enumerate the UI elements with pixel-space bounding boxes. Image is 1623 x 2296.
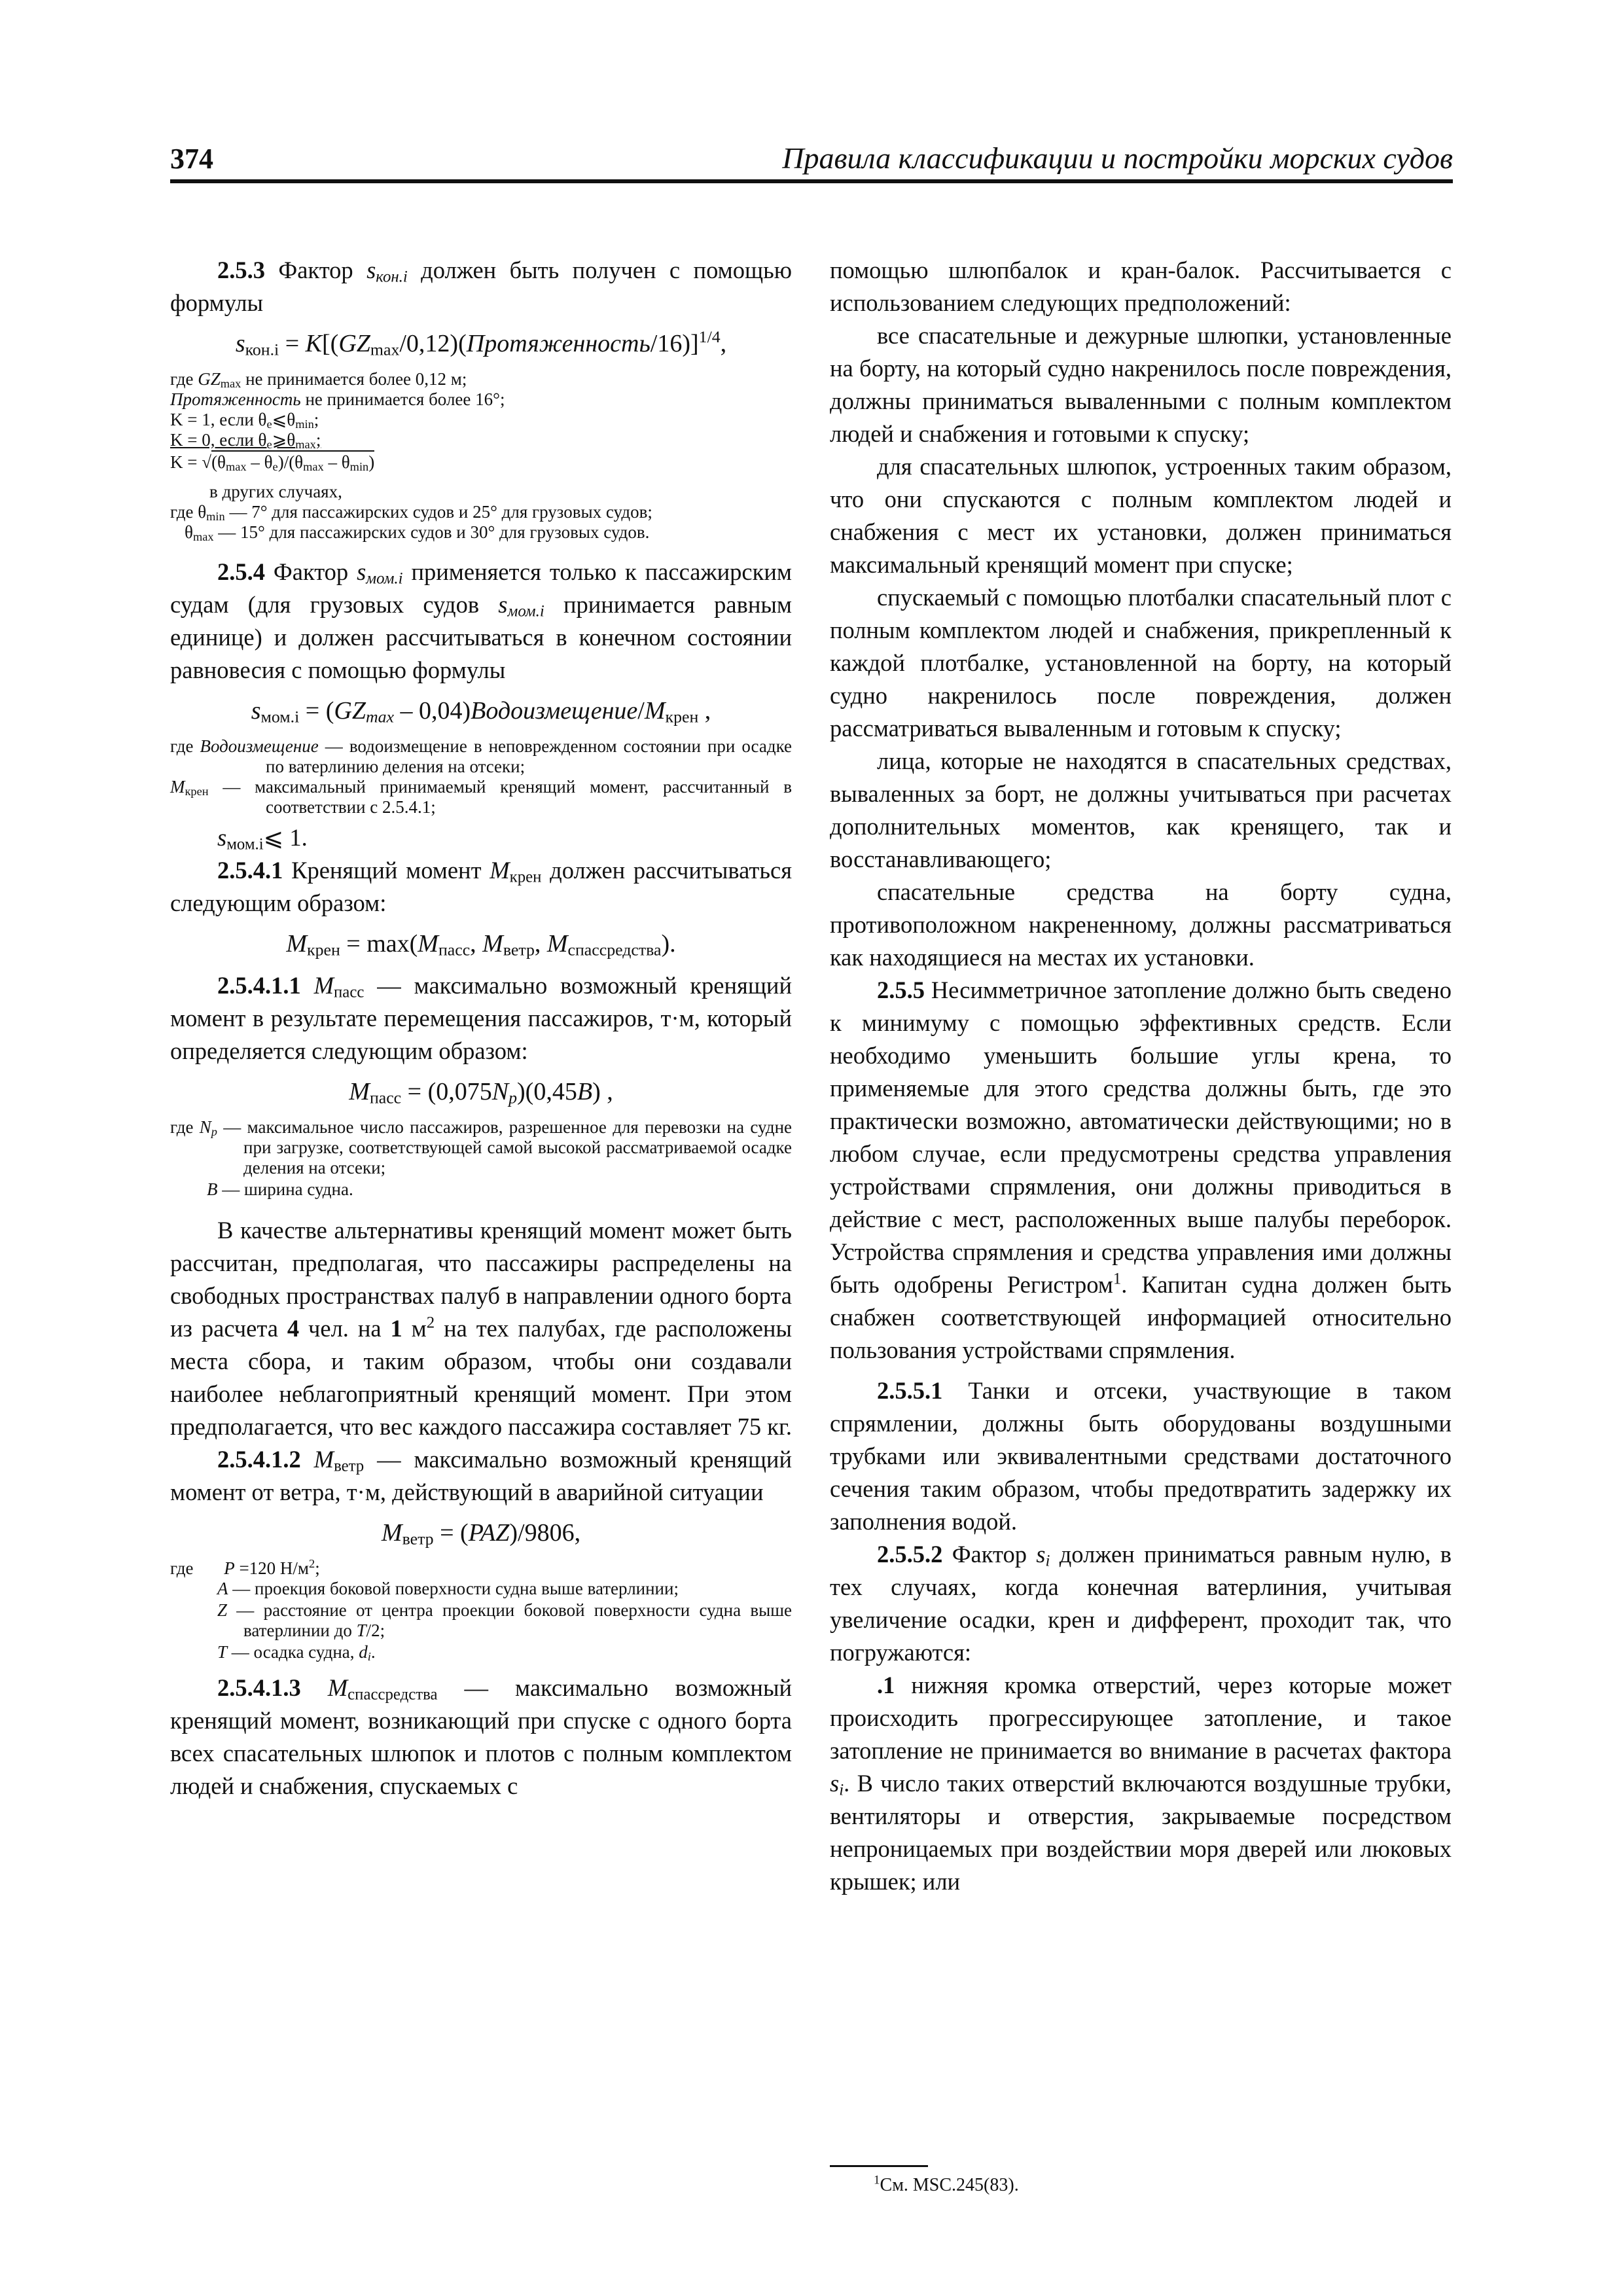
formula-s-kon: $s_{кон.i}$ = $K[(GZ_{max}/0,12)(Протяженность/16)]^{1/4}$, <box>235 327 727 359</box>
paragraph-2-5-5-1: 2.5.5.1 Танки и отсеки, участвующие в таком спрямлении, должны быть оборудованы воздушными трубками или эквивалентными средствами достаточного сечения таким образом, чтобы предотвратить задержку их заполнения водой. <box>830 1377 1452 1535</box>
paragraph-alternative: В качестве альтернативы кренящий момент может быть рассчитан, предполагая, что пассажиры распределены на свободных пространствах палуб в направлении одного борта из расчета 4 чел. на 1 $м^2$ на тех палубах, где расположены места сбора, и таким образом, чтобы они создавали наиболее неблагоприятный кренящий момент. При этом предполагается, что вес каждого пассажира составляет 75 кг. <box>170 1217 792 1440</box>
assumption-3: спускаемый с помощью плотбалки спасательный плот с полным комплектом людей и снабжения, прикрепленный к каждой плотбалке, установленной на борту, на который судно накренилось после повреждения, должен рассматриваться вываленным и готовым к спуску; <box>830 584 1452 742</box>
assumption-4: лица, которые не находятся в спасательных средствах, вываленных за борт, не должны учитываться при расчетах дополнительных моментов, как кренящего, так и восстанавливающего; <box>830 747 1452 872</box>
running-title: Правила классификации и постройки морских судов <box>782 141 1453 175</box>
paragraph-2-5-4: 2.5.4 Фактор $s_{мом.i}$ применяется только к пассажирским судам (для грузовых судов $s_{мом.i}$ принимается равным единице) и должен рассчитываться в конечном состоянии равновесия с помощью формулы <box>170 558 793 683</box>
paragraph-continued: помощью шлюпбалок и кран-балок. Рассчитывается с использованием следующих предположений: <box>830 257 1452 316</box>
assumption-2: для спасательных шлюпок, устроенных таким образом, что они спускаются с полным комплектом людей и снабжения с мест их установки, должен приниматься максимальный кренящий момент при спуске; <box>830 453 1452 578</box>
paragraph-2-5-4-1-3: 2.5.4.1.3 $M_{спассредства}$ — максимально возможный кренящий момент, возникающий при спуске с одного борта всех спасательных шлюпок и плотов с полным комплектом людей и снабжения, спускаемых с <box>170 1674 792 1799</box>
running-header <box>170 139 1453 183</box>
where-block-s-mom: где Водоизмещение — водоизмещение в неповрежденном состоянии при осадке по ватерлинию деления на отсеки; $M_{крен}$ — максимальный принимаемый кренящий момент, рассчитанный в соответствии с 2.5.4.1; <box>170 736 793 817</box>
where-block-m-vetr: где P =120 $Н/м^2$; A — проекция боковой поверхности судна выше ватерлинии; Z — расстояние от центра проекции боковой поверхности судна выше ватерлинии до T/2; T — осадка судна, $d_i$. <box>170 1556 792 1664</box>
where-block-m-pass: где $N_p$ — максимальное число пассажиров, разрешенное для перевозки на судне при загрузке, соответствующей самой высокой рассматриваемой осадке деления на отсеки; B — ширина судна. <box>170 1117 792 1199</box>
paragraph-2-5-5: 2.5.5 Несимметричное затопление должно быть сведено к минимуму с помощью эффективных средств. Если необходимо уменьшить большие углы крена, то применяемые для этого средства должны быть, где это практически возможно, автоматически действующими; но в любом случае, если предусмотрены средства управления устройствами спрямления, они должны приводиться в действие с мест, расположенных выше палубы переборок. Устройства спрямления и средства управления ими должны быть одобрены Регистром$^1$. Капитан судна должен быть снабжен соответствующей информацией относительно пользования устройствами спрямления. <box>830 977 1452 1363</box>
paragraph-2-5-4-1: 2.5.4.1 Кренящий момент $M_{крен}$ должен рассчитываться следующим образом: <box>170 857 792 916</box>
footnote: $^1$См. MSC.245(83). <box>874 2173 1019 2195</box>
formula-m-kren: $M_{крен} = \max(M_{пасс}$, $M_{ветр}$, $M_{спассредства}$). <box>286 930 676 960</box>
left-column <box>170 254 792 1803</box>
assumption-5: спасательные средства на борту судна, противоположном накрененному, должны рассматриваться как находящиеся на местах их установки. <box>830 878 1452 971</box>
assumption-1: все спасательные и дежурные шлюпки, установленные на борту, на который судно накренилось после повреждения, должны приниматься вываленными с полным комплектом людей и снабжения и готовыми к спуску; <box>830 322 1452 447</box>
page-number: 374 <box>170 143 213 175</box>
condition-s-mom: $s_{мом.i}⩽$ 1. <box>217 824 308 853</box>
footnote-rule <box>830 2165 928 2167</box>
paragraph-2-5-4-1-1: 2.5.4.1.1 $M_{пасс}$ — максимально возможный кренящий момент в результате перемещения пассажиров, т·м, который определяется следующим образом: <box>170 972 793 1064</box>
formula-s-mom: $s_{мом.i} = (GZ_{max}$ – $0,04)Водоизмещение/M_{крен}$ , <box>251 697 711 726</box>
right-column <box>830 254 1452 1898</box>
item-1: .1 нижняя кромка отверстий, через которые может происходить прогрессирующее затопление, и такое затопление не принимается во внимание в расчетах фактора $s_i$. В число таких отверстий включаются воздушные трубки, вентиляторы и отверстия, закрываемые посредством непроницаемых при воздействии моря дверей или люковых крышек; или <box>830 1672 1452 1895</box>
paragraph-2-5-4-1-2: 2.5.4.1.2 $M_{ветр}$ — максимально возможный кренящий момент от ветра, т·м, действующий в аварийной ситуации <box>170 1446 792 1505</box>
formula-m-pass: $M_{пасс} = (0,075N_p)(0,45B)$ , <box>349 1078 613 1107</box>
where-block-s-kon: где $GZ_{max}$ не принимается более 0,12 м; Протяженность не принимается более 16°; K = 1, если $\theta_e⩽\theta_{min}$; K = 0, если $\theta_e⩾\theta_{max}$; $K = √(\theta_{max} - \theta_e)/(\theta_{max} - \theta_{min})$ в других случаях, где $\theta_{min}$ — 7° для пассажирских судов и 25° для грузовых судов; $\theta_{max}$ — 15° для пассажирских судов и 30° для грузовых судов. <box>170 369 652 544</box>
paragraph-2-5-5-2: 2.5.5.2 Фактор $s_i$ должен приниматься равным нулю, в тех случаях, когда конечная ватерлиния, учитывая увеличение осадки, крен и дифферент, проходит так, что погружаются: <box>830 1541 1452 1666</box>
paragraph-2-5-3: 2.5.3 Фактор $s_{кон.i}$ должен быть получен с помощью формулы <box>170 257 792 316</box>
formula-m-vetr: $M_{ветр} = (PAZ)/9806$, <box>381 1519 581 1549</box>
footnote-ref: 1 <box>1113 1270 1122 1288</box>
